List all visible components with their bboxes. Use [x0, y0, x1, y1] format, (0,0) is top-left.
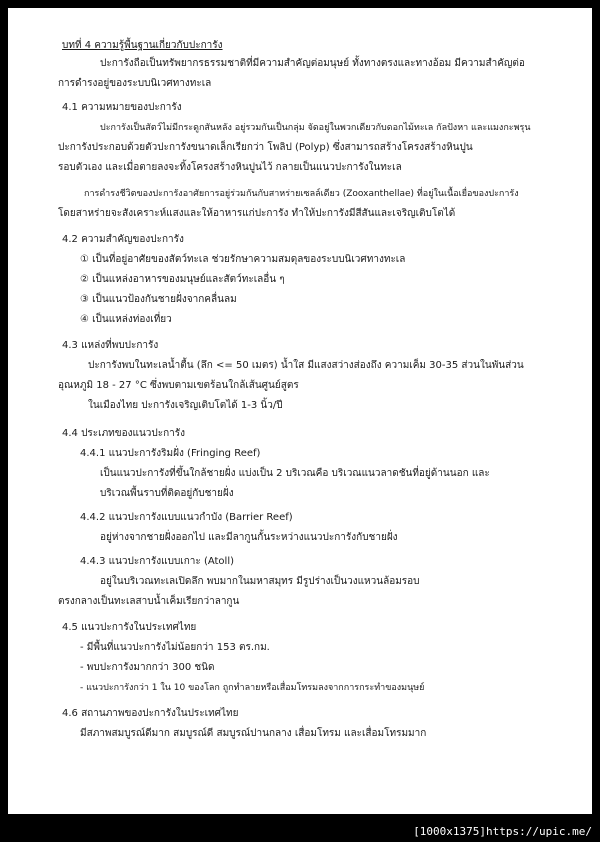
section-heading: 4.2 ความสำคัญของปะการัง [62, 234, 184, 245]
watermark-bar [0, 822, 600, 842]
numbered-item: ② เป็นแหล่งอาหารของมนุษย์และสัตว์ทะเลอื่น ๆ [80, 274, 285, 285]
text-line: รอบตัวเอง และเมื่อตายลงจะทิ้งโครงสร้างหินปูนไว้ กลายเป็นแนวปะการังในทะเล [58, 162, 402, 173]
section-heading: 4.6 สถานภาพของปะการังในประเทศไทย [62, 708, 239, 719]
subsection-heading: 4.4.1 แนวปะการังริมฝั่ง (Fringing Reef) [80, 448, 261, 459]
text-line: ปะการังพบในทะเลน้ำตื้น (ลึก <= 50 เมตร) น้ำใส มีแสงสว่างส่องถึง ความเค็ม 30-35 ส่วนในพันส่วน [88, 360, 524, 371]
notebook-page [8, 8, 592, 814]
text-line: อยู่ห่างจากชายฝั่งออกไป และมีลากูนกั้นระหว่างแนวปะการังกับชายฝั่ง [100, 532, 398, 543]
text-line: ในเมืองไทย ปะการังเจริญเติบโตได้ 1-3 นิ้ว/ปี [88, 400, 283, 411]
text-line: เป็นแนวปะการังที่ขึ้นใกล้ชายฝั่ง แบ่งเป็น 2 บริเวณคือ บริเวณแนวลาดชันที่อยู่ด้านนอก และ [100, 468, 490, 479]
text-line: อยู่ในบริเวณทะเลเปิดลึก พบมากในมหาสมุทร มีรูปร่างเป็นวงแหวนล้อมรอบ [100, 576, 420, 587]
numbered-item: ③ เป็นแนวป้องกันชายฝั่งจากคลื่นลม [80, 294, 237, 305]
text-line: ปะการังเป็นสัตว์ไม่มีกระดูกสันหลัง อยู่รวมกันเป็นกลุ่ม จัดอยู่ในพวกเดียวกับดอกไม้ทะเล กัลปังหา และแมงกะพรุน [100, 123, 531, 133]
subsection-heading: 4.4.2 แนวปะการังแบบแนวกำบัง (Barrier Reef) [80, 512, 293, 523]
text-line: โดยสาหร่ายจะสังเคราะห์แสงและให้อาหารแก่ปะการัง ทำให้ปะการังมีสีสันและเจริญเติบโตได้ [58, 208, 456, 219]
text-line: มีสภาพสมบูรณ์ดีมาก สมบูรณ์ดี สมบูรณ์ปานกลาง เสื่อมโทรม และเสื่อมโทรมมาก [80, 728, 427, 739]
text-line: บริเวณพื้นราบที่ติดอยู่กับชายฝั่ง [100, 488, 234, 499]
section-heading: 4.3 แหล่งที่พบปะการัง [62, 340, 159, 351]
section-heading: 4.1 ความหมายของปะการัง [62, 102, 182, 113]
numbered-item: ④ เป็นแหล่งท่องเที่ยว [80, 314, 172, 325]
section-heading: 4.5 แนวปะการังในประเทศไทย [62, 622, 197, 633]
bullet-item: - แนวปะการังกว่า 1 ใน 10 ของโลก ถูกทำลายหรือเสื่อมโทรมลงจากการกระทำของมนุษย์ [80, 683, 425, 693]
text-line: ตรงกลางเป็นทะเลสาบน้ำเค็มเรียกว่าลากูน [58, 596, 240, 607]
text-line: ปะการังถือเป็นทรัพยากรธรรมชาติที่มีความสำคัญต่อมนุษย์ ทั้งทางตรงและทางอ้อม มีความสำคัญต่อ [100, 58, 525, 69]
text-line: อุณหภูมิ 18 - 27 °C ซึ่งพบตามเขตร้อนใกล้เส้นศูนย์สูตร [58, 380, 299, 391]
watermark-text: [1000x1375]https://upic.me/ [413, 825, 592, 838]
text-line: การดำรงอยู่ของระบบนิเวศทางทะเล [58, 78, 212, 89]
bullet-item: - มีพื้นที่แนวปะการังไม่น้อยกว่า 153 ตร.กม. [80, 642, 270, 653]
section-heading: 4.4 ประเภทของแนวปะการัง [62, 428, 186, 439]
text-line: การดำรงชีวิตของปะการังอาศัยการอยู่ร่วมกันกับสาหร่ายเซลล์เดียว (Zooxanthellae) ที่อยู่ในเนื้อเยื่อของปะการัง [84, 189, 519, 199]
chapter-heading: บทที่ 4 ความรู้พื้นฐานเกี่ยวกับปะการัง [62, 40, 223, 51]
numbered-item: ① เป็นที่อยู่อาศัยของสัตว์ทะเล ช่วยรักษาความสมดุลของระบบนิเวศทางทะเล [80, 254, 406, 265]
bullet-item: - พบปะการังมากกว่า 300 ชนิด [80, 662, 215, 673]
text-line: ปะการังประกอบด้วยตัวปะการังขนาดเล็กเรียกว่า โพลิป (Polyp) ซึ่งสามารถสร้างโครงสร้างหินปูน [58, 142, 473, 153]
subsection-heading: 4.4.3 แนวปะการังแบบเกาะ (Atoll) [80, 556, 235, 567]
